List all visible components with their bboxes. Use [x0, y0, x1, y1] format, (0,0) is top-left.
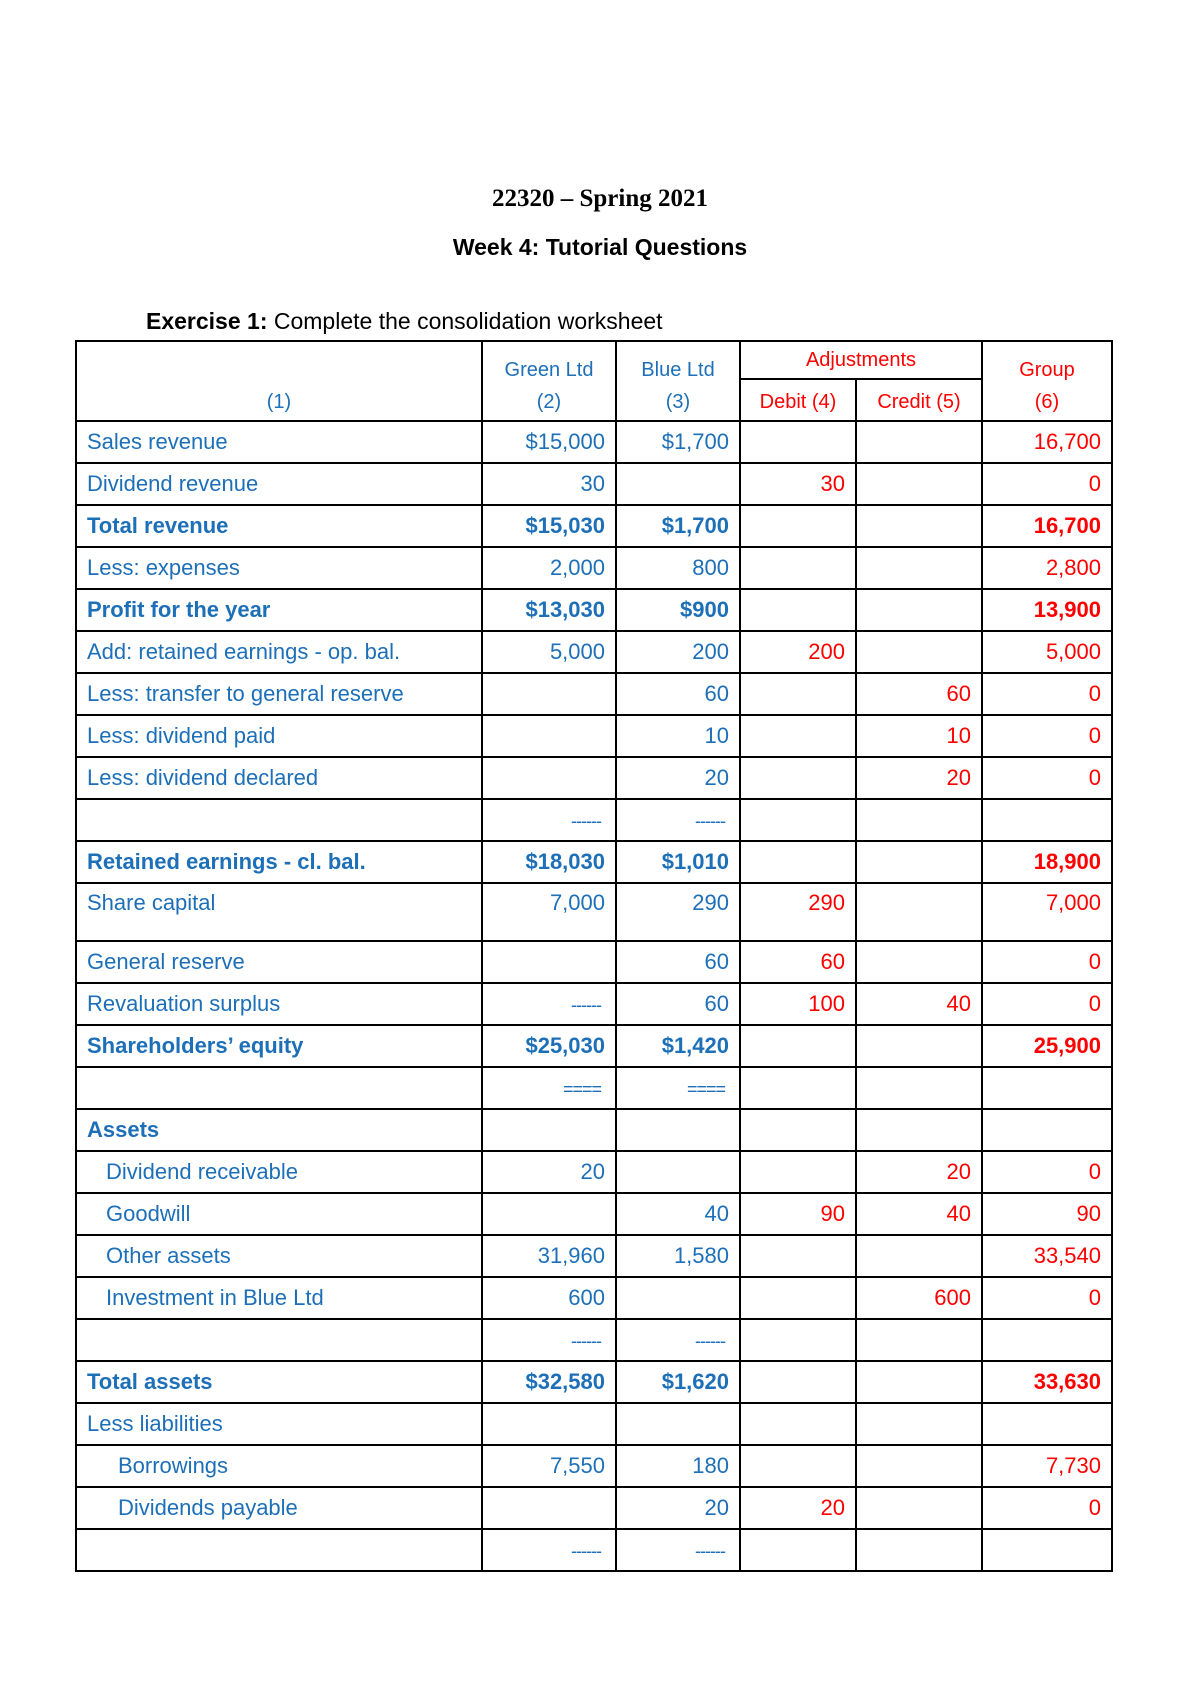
table-row — [76, 1235, 1112, 1277]
group-cell: 0 — [982, 1277, 1112, 1319]
group-cell: 18,900 — [982, 841, 1112, 883]
table-row — [76, 631, 1112, 673]
blue-cell — [616, 1403, 740, 1445]
header-particulars: (1) — [76, 341, 482, 421]
green-cell: 600 — [482, 1277, 616, 1319]
green-cell — [482, 1487, 616, 1529]
row-label: Share capital — [76, 883, 482, 941]
table-row — [76, 505, 1112, 547]
row-label: Less: dividend declared — [76, 757, 482, 799]
green-cell — [482, 1067, 616, 1109]
debit-cell — [740, 421, 856, 463]
row-label: Add: retained earnings - op. bal. — [76, 631, 482, 673]
blue-cell: 180 — [616, 1445, 740, 1487]
group-cell: 33,540 — [982, 1235, 1112, 1277]
group-cell: 16,700 — [982, 421, 1112, 463]
blue-ltd-col-num: (3) — [665, 391, 691, 413]
debit-cell — [740, 1403, 856, 1445]
green-cell — [482, 1529, 616, 1571]
blue-ltd-name: Blue Ltd — [641, 359, 715, 381]
blue-cell: 40 — [616, 1193, 740, 1235]
debit-cell — [740, 1109, 856, 1151]
header-debit: Debit (4) — [740, 379, 856, 421]
table-row — [76, 463, 1112, 505]
row-label — [76, 1319, 482, 1361]
credit-cell — [856, 1403, 982, 1445]
green-cell — [482, 983, 616, 1025]
table-row — [76, 673, 1112, 715]
group-cell: 25,900 — [982, 1025, 1112, 1067]
exercise-text: Complete the consolidation worksheet — [267, 308, 663, 334]
green-cell — [482, 941, 616, 983]
credit-cell — [856, 1109, 982, 1151]
debit-cell: 20 — [740, 1487, 856, 1529]
credit-cell — [856, 1025, 982, 1067]
credit-cell — [856, 421, 982, 463]
table-row — [76, 1445, 1112, 1487]
consolidation-worksheet — [75, 340, 1113, 1572]
exercise-heading — [146, 308, 663, 335]
blue-cell: 20 — [616, 1487, 740, 1529]
underline-marker: ------ — [695, 1331, 725, 1351]
debit-cell — [740, 505, 856, 547]
table-row — [76, 757, 1112, 799]
table-row — [76, 1067, 1112, 1109]
green-cell — [482, 1319, 616, 1361]
table-row — [76, 547, 1112, 589]
table-row — [76, 883, 1112, 941]
blue-cell: $1,420 — [616, 1025, 740, 1067]
blue-cell — [616, 1319, 740, 1361]
credit-cell — [856, 1445, 982, 1487]
credit-cell — [856, 1067, 982, 1109]
group-cell: 0 — [982, 757, 1112, 799]
group-cell: 0 — [982, 983, 1112, 1025]
debit-cell — [740, 1529, 856, 1571]
debit-cell — [740, 1235, 856, 1277]
table-row — [76, 715, 1112, 757]
row-label: Total assets — [76, 1361, 482, 1403]
row-label — [76, 1529, 482, 1571]
row-label: Assets — [76, 1109, 482, 1151]
row-label: Less: expenses — [76, 547, 482, 589]
debit-cell: 90 — [740, 1193, 856, 1235]
green-cell — [482, 1403, 616, 1445]
debit-cell — [740, 1151, 856, 1193]
header-group — [982, 341, 1112, 421]
credit-cell: 40 — [856, 983, 982, 1025]
group-cell: 16,700 — [982, 505, 1112, 547]
blue-cell — [616, 463, 740, 505]
group-cell — [982, 1109, 1112, 1151]
row-label: Less: dividend paid — [76, 715, 482, 757]
row-label: Retained earnings - cl. bal. — [76, 841, 482, 883]
row-label: Sales revenue — [76, 421, 482, 463]
blue-cell: 60 — [616, 983, 740, 1025]
green-cell: 5,000 — [482, 631, 616, 673]
debit-cell: 100 — [740, 983, 856, 1025]
green-cell: 30 — [482, 463, 616, 505]
row-label: Total revenue — [76, 505, 482, 547]
blue-cell — [616, 799, 740, 841]
group-cell — [982, 1067, 1112, 1109]
group-cell: 2,800 — [982, 547, 1112, 589]
blue-cell: 60 — [616, 673, 740, 715]
debit-cell — [740, 673, 856, 715]
green-cell: $32,580 — [482, 1361, 616, 1403]
credit-cell — [856, 1487, 982, 1529]
debit-cell — [740, 799, 856, 841]
blue-cell: 1,580 — [616, 1235, 740, 1277]
row-label: Investment in Blue Ltd — [76, 1277, 482, 1319]
debit-cell: 200 — [740, 631, 856, 673]
credit-cell — [856, 1319, 982, 1361]
row-label: Dividend revenue — [76, 463, 482, 505]
row-label — [76, 1067, 482, 1109]
green-cell — [482, 673, 616, 715]
credit-cell — [856, 1235, 982, 1277]
debit-cell: 30 — [740, 463, 856, 505]
group-cell — [982, 1319, 1112, 1361]
blue-cell: 200 — [616, 631, 740, 673]
green-cell: 20 — [482, 1151, 616, 1193]
credit-cell — [856, 505, 982, 547]
blue-cell: 10 — [616, 715, 740, 757]
row-label: Profit for the year — [76, 589, 482, 631]
debit-cell — [740, 589, 856, 631]
credit-cell — [856, 1361, 982, 1403]
credit-cell: 60 — [856, 673, 982, 715]
debit-cell — [740, 1361, 856, 1403]
row-label: Revaluation surplus — [76, 983, 482, 1025]
table-row — [76, 841, 1112, 883]
green-cell: $15,030 — [482, 505, 616, 547]
group-cell: 7,000 — [982, 883, 1112, 941]
blue-cell — [616, 1529, 740, 1571]
blue-cell: 290 — [616, 883, 740, 941]
group-cell: 0 — [982, 941, 1112, 983]
underline-marker: ------ — [695, 1541, 725, 1561]
table-row — [76, 1403, 1112, 1445]
green-cell: 2,000 — [482, 547, 616, 589]
debit-cell — [740, 757, 856, 799]
blue-cell — [616, 1277, 740, 1319]
blue-cell — [616, 1151, 740, 1193]
credit-cell — [856, 841, 982, 883]
green-cell — [482, 757, 616, 799]
table-row — [76, 1319, 1112, 1361]
green-cell: $18,030 — [482, 841, 616, 883]
table-row — [76, 1529, 1112, 1571]
row-label: General reserve — [76, 941, 482, 983]
table-row — [76, 1025, 1112, 1067]
credit-cell — [856, 463, 982, 505]
green-ltd-col-num: (2) — [536, 391, 562, 413]
green-cell — [482, 1109, 616, 1151]
row-label: Borrowings — [76, 1445, 482, 1487]
debit-cell — [740, 841, 856, 883]
exercise-label: Exercise 1: — [146, 308, 268, 334]
debit-cell — [740, 1025, 856, 1067]
group-cell: 33,630 — [982, 1361, 1112, 1403]
table-row — [76, 1193, 1112, 1235]
double-underline-marker: ==== — [686, 1079, 725, 1099]
group-cell: 7,730 — [982, 1445, 1112, 1487]
group-cell: 90 — [982, 1193, 1112, 1235]
blue-cell: $1,700 — [616, 421, 740, 463]
credit-cell — [856, 547, 982, 589]
credit-cell — [856, 1529, 982, 1571]
green-cell: 31,960 — [482, 1235, 616, 1277]
blue-cell — [616, 1109, 740, 1151]
blue-cell — [616, 1067, 740, 1109]
debit-cell: 290 — [740, 883, 856, 941]
underline-marker: ------ — [571, 1541, 601, 1561]
row-label — [76, 799, 482, 841]
debit-cell — [740, 1445, 856, 1487]
table-row — [76, 589, 1112, 631]
group-cell — [982, 1403, 1112, 1445]
green-cell: $13,030 — [482, 589, 616, 631]
green-cell — [482, 799, 616, 841]
table-row — [76, 421, 1112, 463]
credit-cell — [856, 589, 982, 631]
week-title: Week 4: Tutorial Questions — [452, 234, 748, 260]
credit-cell: 20 — [856, 1151, 982, 1193]
underline-marker: ------ — [571, 1331, 601, 1351]
green-cell: 7,550 — [482, 1445, 616, 1487]
credit-cell: 10 — [856, 715, 982, 757]
green-ltd-name: Green Ltd — [504, 359, 594, 381]
header-blue-ltd — [616, 341, 740, 421]
group-cell — [982, 1529, 1112, 1571]
group-cell: 13,900 — [982, 589, 1112, 631]
group-cell: 0 — [982, 1487, 1112, 1529]
debit-cell — [740, 1067, 856, 1109]
credit-cell: 600 — [856, 1277, 982, 1319]
table-row — [76, 1109, 1112, 1151]
double-underline-marker: ==== — [562, 1079, 601, 1099]
row-label: Less: transfer to general reserve — [76, 673, 482, 715]
debit-cell: 60 — [740, 941, 856, 983]
blue-cell: $1,010 — [616, 841, 740, 883]
blue-cell: $1,620 — [616, 1361, 740, 1403]
credit-cell — [856, 941, 982, 983]
credit-cell: 20 — [856, 757, 982, 799]
group-cell: 0 — [982, 1151, 1112, 1193]
header-adjustments: Adjustments — [740, 341, 982, 379]
table-row — [76, 1277, 1112, 1319]
group-cell: 0 — [982, 715, 1112, 757]
row-label: Goodwill — [76, 1193, 482, 1235]
green-cell: $15,000 — [482, 421, 616, 463]
green-cell: 7,000 — [482, 883, 616, 941]
group-cell: 0 — [982, 463, 1112, 505]
group-cell: 0 — [982, 673, 1112, 715]
debit-cell — [740, 547, 856, 589]
table-row — [76, 1151, 1112, 1193]
underline-marker: ------ — [571, 811, 601, 831]
blue-cell: 20 — [616, 757, 740, 799]
green-cell — [482, 1193, 616, 1235]
row-label: Dividends payable — [76, 1487, 482, 1529]
group-cell — [982, 799, 1112, 841]
table-row — [76, 983, 1112, 1025]
row-label: Other assets — [76, 1235, 482, 1277]
group-col-num: (6) — [1034, 391, 1060, 413]
green-cell: $25,030 — [482, 1025, 616, 1067]
header-credit: Credit (5) — [856, 379, 982, 421]
row-label: Shareholders’ equity — [76, 1025, 482, 1067]
credit-cell: 40 — [856, 1193, 982, 1235]
table-row — [76, 799, 1112, 841]
row-label: Dividend receivable — [76, 1151, 482, 1193]
group-cell: 5,000 — [982, 631, 1112, 673]
group-name: Group — [1019, 359, 1075, 381]
table-row — [76, 1361, 1112, 1403]
debit-cell — [740, 715, 856, 757]
underline-marker: ------ — [571, 995, 601, 1015]
blue-cell: 60 — [616, 941, 740, 983]
course-title: 22320 – Spring 2021 — [491, 185, 708, 212]
credit-cell — [856, 631, 982, 673]
header-green-ltd — [482, 341, 616, 421]
credit-cell — [856, 883, 982, 941]
debit-cell — [740, 1277, 856, 1319]
row-label: Less liabilities — [76, 1403, 482, 1445]
table-row — [76, 941, 1112, 983]
table-row — [76, 1487, 1112, 1529]
underline-marker: ------ — [695, 811, 725, 831]
credit-cell — [856, 799, 982, 841]
blue-cell: 800 — [616, 547, 740, 589]
blue-cell: $1,700 — [616, 505, 740, 547]
blue-cell: $900 — [616, 589, 740, 631]
debit-cell — [740, 1319, 856, 1361]
green-cell — [482, 715, 616, 757]
